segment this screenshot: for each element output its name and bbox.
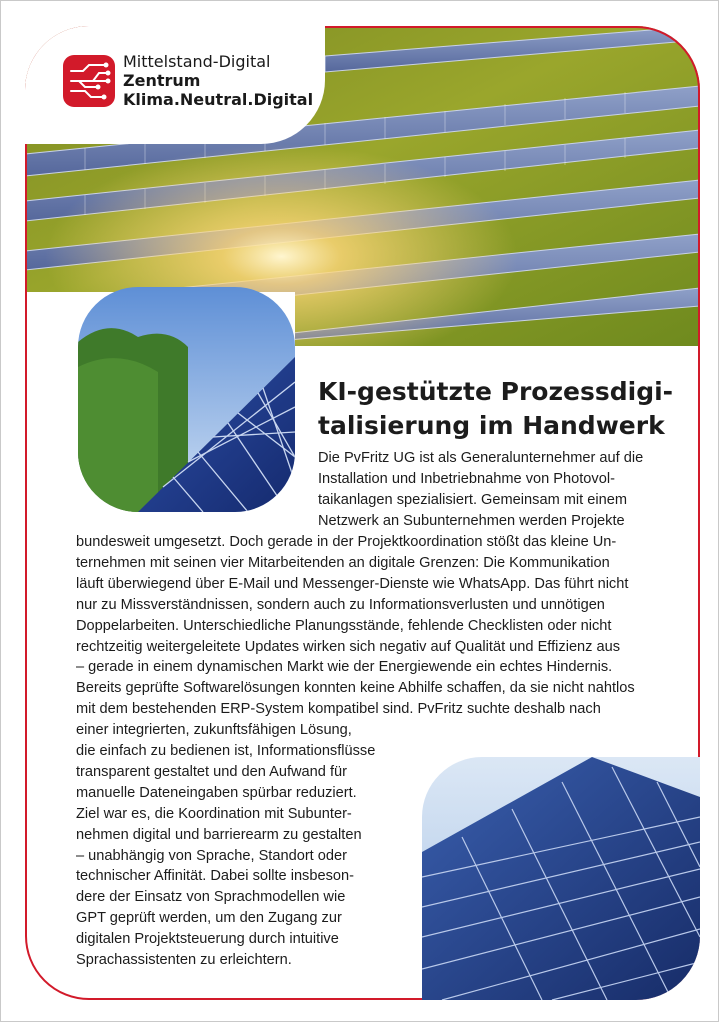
text-line: dere der Einsatz von Sprachmodellen wie [76,889,346,906]
text-line: taikanlagen spezialisiert. Gemeinsam mit einem [318,491,628,508]
text-line: rechtzeitig weitergeleitete Updates wirken sich negativ auf Qualität und Effizienz aus [76,638,621,655]
closing-paragraph [76,741,406,971]
logo-circuit-icon [63,55,115,107]
text-line: GPT geprüft werden, um den Zugang zur [76,910,342,927]
text-line: läuft überwiegend über E-Mail und Messenger-Dienste wie WhatsApp. Das führt nicht [76,575,629,592]
text-line: Netzwerk an Subunternehmen werden Projekte [318,512,625,529]
title-line: KI-gestützte Prozessdigi- [318,377,674,406]
logo-line-2: Zentrum [123,71,201,90]
text-line: nur zu Missverständnissen, sondern auch zu Informationsverlusten und unnötigen [76,596,605,613]
text-line: Ziel war es, die Koordination mit Subunter- [76,805,352,822]
text-line: technischer Affinität. Dabei sollte insbeson- [76,868,354,885]
text-line: Sprachassistenten zu erleichtern. [76,952,292,969]
text-line: Doppelarbeiten. Unterschiedliche Planungsstände, fehlende Checklisten oder nicht [76,617,612,634]
text-line: digitalen Projektsteuerung durch intuitive [76,931,339,948]
article-title [318,375,688,443]
logo-line-3: Klima.Neutral.Digital [123,90,314,109]
text-line: ternehmen mit seinen vier Mitarbeitenden an digitale Grenzen: Die Kommunikation [76,554,610,571]
text-line: die einfach zu bedienen ist, Informationsflüsse [76,743,376,759]
text-line: Bereits geprüfte Softwarelösungen konnten keine Abhilfe schaffen, da sie nicht nahtlos [76,680,635,697]
text-line: Die PvFritz UG ist als Generalunternehmer auf die [318,450,644,466]
logo-text [123,52,313,109]
intro-paragraph [318,448,663,532]
text-line: Installation und Inbetriebnahme von Photovol- [318,470,615,487]
text-line: – gerade in einem dynamischen Markt wie der Energiewende ein echtes Hindernis. [76,659,613,676]
text-line: mit dem bestehenden ERP-System kompatibel sind. PvFritz suchte deshalb nach [76,701,601,718]
text-line: nehmen digital und barrierearm zu gestalten [76,826,362,843]
text-line: manuelle Dateneingaben spürbar reduziert. [76,784,357,801]
logo-line-1: Mittelstand-Digital [123,52,271,71]
text-line: einer integrierten, zukunftsfähigen Lösung, [76,722,352,739]
text-line: bundesweit umgesetzt. Doch gerade in der Projektkoordination stößt das kleine Un- [76,534,617,550]
solar-panels-trees-image [78,287,295,512]
main-paragraph [76,532,666,741]
text-line: transparent gestaltet und den Aufwand für [76,763,347,780]
text-line: – unabhängig von Sprache, Standort oder [76,847,347,864]
solar-panels-sky-image [422,757,700,1000]
title-line: talisierung im Handwerk [318,411,665,440]
